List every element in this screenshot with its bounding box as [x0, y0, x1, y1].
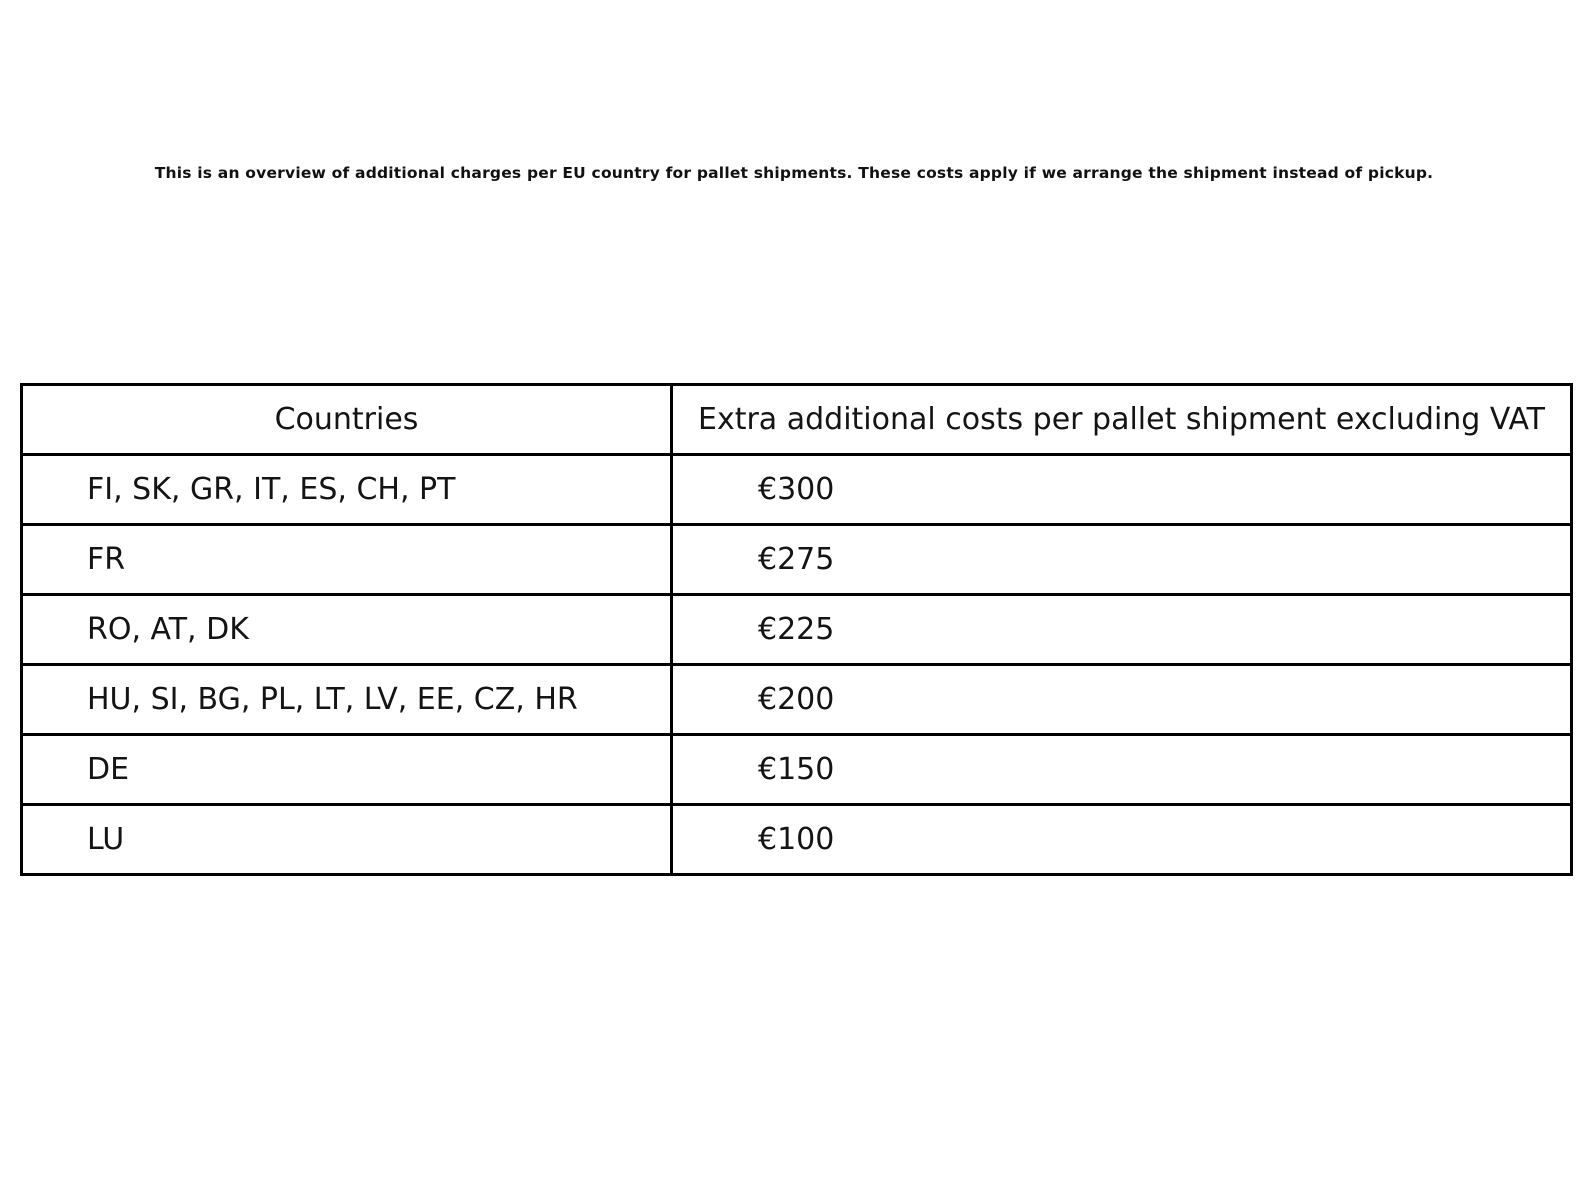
table-row — [22, 735, 1572, 805]
cost-cell: €100 — [672, 805, 1572, 875]
countries-cell: DE — [22, 735, 672, 805]
table-row — [22, 525, 1572, 595]
table-row — [22, 665, 1572, 735]
column-header-costs: Extra additional costs per pallet shipment excluding VAT — [672, 385, 1572, 455]
countries-cell: FR — [22, 525, 672, 595]
countries-cell: HU, SI, BG, PL, LT, LV, EE, CZ, HR — [22, 665, 672, 735]
cost-cell: €275 — [672, 525, 1572, 595]
intro-text: This is an overview of additional charges per EU country for pallet shipments. These costs apply if we arrange the shipment instead of pickup. — [154, 164, 1434, 182]
countries-cell: RO, AT, DK — [22, 595, 672, 665]
column-header-countries: Countries — [22, 385, 672, 455]
charges-table — [20, 383, 1573, 876]
countries-cell: FI, SK, GR, IT, ES, CH, PT — [22, 455, 672, 525]
cost-cell: €225 — [672, 595, 1572, 665]
header-row — [22, 385, 1572, 455]
countries-cell: LU — [22, 805, 672, 875]
table-row — [22, 595, 1572, 665]
table-row — [22, 805, 1572, 875]
cost-cell: €200 — [672, 665, 1572, 735]
cost-cell: €300 — [672, 455, 1572, 525]
table-row — [22, 455, 1572, 525]
cost-cell: €150 — [672, 735, 1572, 805]
